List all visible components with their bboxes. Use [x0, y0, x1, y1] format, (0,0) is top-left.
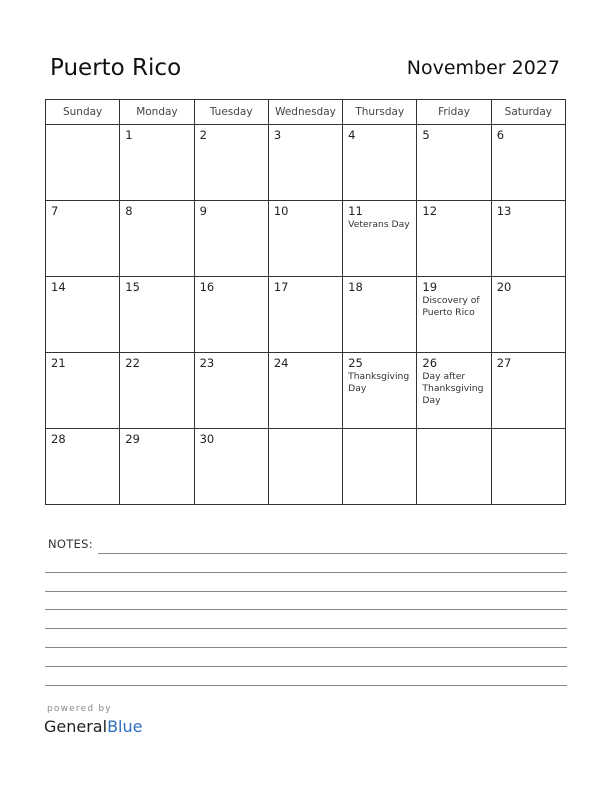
brand-blue: Blue	[107, 717, 143, 736]
notes-line	[98, 553, 567, 554]
holiday-label: Day after Thanksgiving Day	[422, 371, 484, 406]
day-number: 30	[199, 432, 215, 446]
day-cell	[268, 277, 342, 353]
day-number: 17	[273, 280, 289, 294]
day-number: 18	[348, 280, 363, 294]
notes-line	[45, 591, 567, 592]
weekday-header: Friday	[417, 100, 491, 125]
day-cell	[268, 125, 342, 201]
day-number: 14	[51, 280, 66, 294]
day-number: 13	[496, 204, 512, 218]
day-cell	[343, 125, 417, 201]
day-cell	[268, 353, 342, 429]
day-cell	[194, 125, 268, 201]
weekday-header: Saturday	[491, 100, 565, 125]
day-cell	[120, 353, 194, 429]
day-cell	[343, 277, 417, 353]
weekday-header: Thursday	[343, 100, 417, 125]
day-number: 7	[51, 204, 59, 218]
powered-by-text: powered by	[47, 704, 112, 714]
day-number: 27	[496, 356, 512, 370]
notes-line	[45, 647, 567, 648]
day-number: 2	[199, 128, 207, 142]
day-number: 12	[422, 204, 438, 218]
day-cell	[417, 353, 491, 429]
day-number: 28	[51, 432, 66, 446]
week-row	[46, 201, 566, 277]
generalblue-logo	[44, 717, 142, 736]
day-number: 6	[496, 128, 505, 142]
day-cell	[268, 429, 342, 505]
day-number: 5	[422, 128, 430, 142]
day-number: 19	[422, 280, 438, 294]
day-cell	[46, 429, 120, 505]
day-cell	[46, 201, 120, 277]
notes-line	[45, 609, 567, 610]
day-cell	[268, 201, 342, 277]
day-cell	[194, 201, 268, 277]
brand-general: General	[44, 717, 108, 736]
day-cell	[417, 201, 491, 277]
day-cell	[120, 277, 194, 353]
day-cell	[491, 429, 565, 505]
day-cell	[491, 277, 565, 353]
day-number: 3	[273, 128, 282, 142]
weekday-header: Wednesday	[268, 100, 342, 125]
day-cell	[343, 201, 417, 277]
day-number: 25	[348, 356, 363, 370]
day-cell	[491, 201, 565, 277]
day-number: 4	[348, 128, 356, 142]
day-number: 29	[125, 432, 140, 446]
day-cell	[120, 429, 194, 505]
day-number: 8	[125, 204, 133, 218]
day-cell	[417, 125, 491, 201]
day-number: 10	[273, 204, 289, 218]
day-number: 24	[273, 356, 289, 370]
day-number: 9	[199, 204, 207, 218]
day-number: 15	[125, 280, 140, 294]
notes-line	[45, 572, 567, 573]
month-year-title: November 2027	[406, 57, 560, 79]
weekday-header: Sunday	[46, 100, 120, 125]
day-cell	[194, 277, 268, 353]
notes-line	[45, 666, 567, 667]
week-row	[46, 429, 566, 505]
day-cell	[417, 429, 491, 505]
holiday-label: Thanksgiving Day	[348, 371, 410, 394]
day-number: 16	[199, 280, 215, 294]
day-number: 21	[51, 356, 66, 370]
day-cell	[194, 429, 268, 505]
day-cell	[120, 201, 194, 277]
day-cell	[343, 353, 417, 429]
holiday-label: Veterans Day	[348, 219, 410, 230]
day-number: 11	[348, 204, 363, 218]
day-number: 20	[496, 280, 512, 294]
weekday-header-row	[46, 100, 566, 125]
week-row	[46, 353, 566, 429]
day-cell	[120, 125, 194, 201]
calendar-body	[46, 125, 566, 505]
day-cell	[194, 353, 268, 429]
day-cell	[343, 429, 417, 505]
week-row	[46, 125, 566, 201]
notes-label: NOTES:	[48, 537, 93, 551]
day-cell	[46, 277, 120, 353]
day-number: 23	[199, 356, 215, 370]
day-cell	[417, 277, 491, 353]
notes-line	[45, 685, 567, 686]
weekday-header: Monday	[120, 100, 194, 125]
week-row	[46, 277, 566, 353]
notes-line	[45, 628, 567, 629]
holiday-label: Discovery of Puerto Rico	[422, 295, 480, 318]
day-number: 22	[125, 356, 140, 370]
day-cell	[46, 353, 120, 429]
day-number: 26	[422, 356, 438, 370]
day-cell	[46, 125, 120, 201]
country-title: Puerto Rico	[50, 55, 182, 81]
day-number: 1	[125, 128, 133, 142]
day-cell	[491, 125, 565, 201]
day-cell	[491, 353, 565, 429]
weekday-header: Tuesday	[194, 100, 268, 125]
calendar-grid	[45, 99, 566, 505]
